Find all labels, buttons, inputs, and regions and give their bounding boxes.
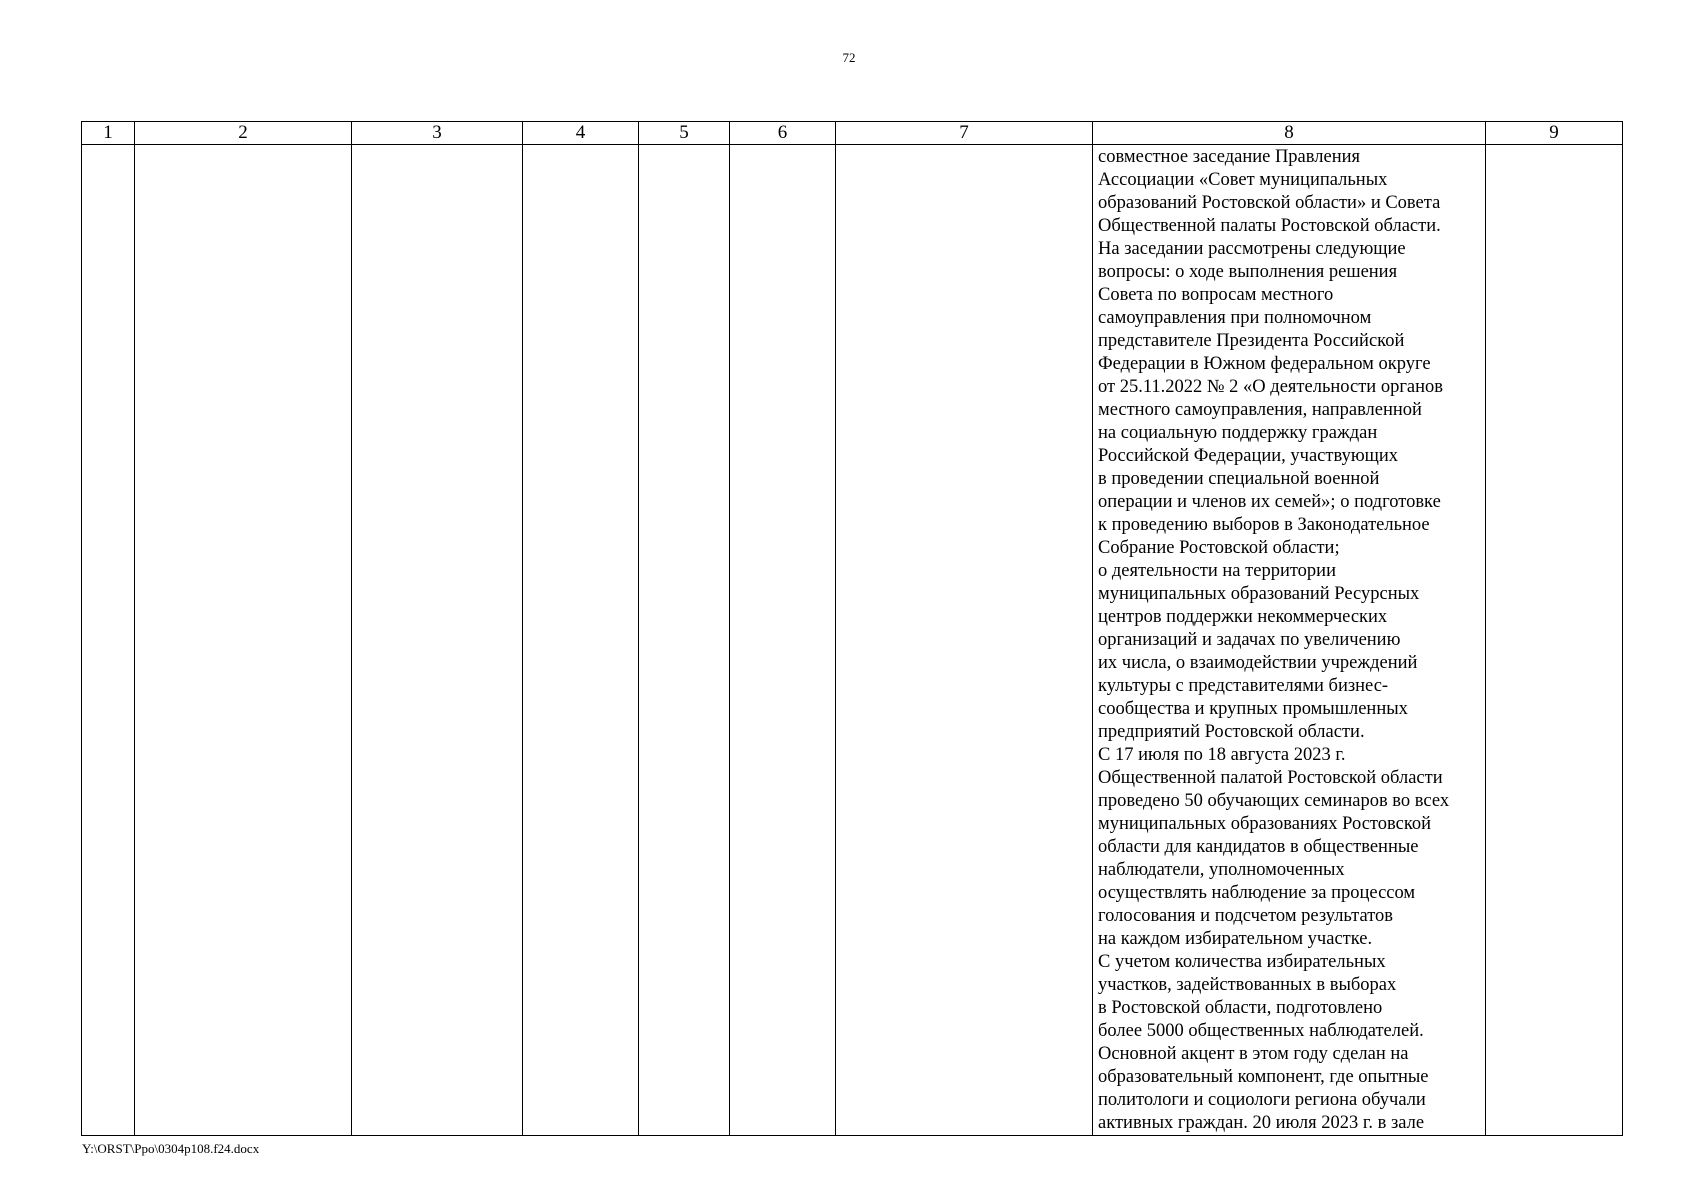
text-line: проведено 50 обучающих семинаров во всех	[1098, 791, 1450, 811]
text-line: самоуправления при полномочном	[1098, 308, 1372, 328]
text-line: образовательный компонент, где опытные	[1098, 1067, 1429, 1087]
cell-col-5	[639, 145, 730, 1136]
text-line: Совета по вопросам местного	[1098, 285, 1334, 305]
text-line: С учетом количества избирательных	[1098, 952, 1386, 972]
column-header-6: 6	[730, 122, 836, 145]
column-header-9: 9	[1486, 122, 1623, 145]
text-line: политологи и социологи региона обучали	[1098, 1090, 1426, 1110]
text-line: Ассоциации «Совет муниципальных	[1098, 170, 1388, 190]
column-header-7: 7	[836, 122, 1093, 145]
cell-col-1	[82, 145, 135, 1136]
cell-col-8	[1093, 145, 1486, 1136]
report-table	[81, 121, 1623, 1136]
text-line: Российской Федерации, участвующих	[1098, 446, 1399, 466]
text-line: о деятельности на территории	[1098, 561, 1336, 581]
column-header-5: 5	[639, 122, 730, 145]
cell-col-7	[836, 145, 1093, 1136]
text-line: Общественной палатой Ростовской области	[1098, 768, 1443, 788]
column-header-4: 4	[523, 122, 639, 145]
text-line: участков, задействованных в выборах	[1098, 975, 1397, 995]
text-line: наблюдатели, уполномоченных	[1098, 860, 1345, 880]
text-line: сообщества и крупных промышленных	[1098, 699, 1408, 719]
text-line: совместное заседание Правления	[1098, 147, 1361, 167]
text-line: в Ростовской области, подготовлено	[1098, 998, 1383, 1018]
text-line: С 17 июля по 18 августа 2023 г.	[1098, 745, 1346, 765]
text-line: муниципальных образований Ресурсных	[1098, 584, 1420, 604]
cell-col-6	[730, 145, 836, 1136]
text-line: Общественной палаты Ростовской области.	[1098, 216, 1441, 236]
text-line: осуществлять наблюдение за процессом	[1098, 883, 1416, 903]
text-line: Собрание Ростовской области;	[1098, 538, 1340, 558]
text-line: организаций и задачах по увеличению	[1098, 630, 1401, 650]
text-line: от 25.11.2022 № 2 «О деятельности органов	[1098, 377, 1444, 397]
text-line: их числа, о взаимодействии учреждений	[1098, 653, 1418, 673]
text-line: области для кандидатов в общественные	[1098, 837, 1419, 857]
text-line: На заседании рассмотрены следующие	[1098, 239, 1406, 259]
text-line: голосования и подсчетом результатов	[1098, 906, 1394, 926]
cell-col-8-text	[1093, 145, 1485, 1135]
text-line: активных граждан. 20 июля 2023 г. в зале	[1098, 1113, 1425, 1133]
text-line: центров поддержки некоммерческих	[1098, 607, 1388, 627]
column-header-2: 2	[135, 122, 352, 145]
cell-col-4	[523, 145, 639, 1136]
text-line: к проведению выборов в Законодательное	[1098, 515, 1430, 535]
text-line: представителе Президента Российской	[1098, 331, 1405, 351]
column-header-8: 8	[1093, 122, 1486, 145]
page-number: 72	[842, 50, 856, 65]
text-line: Федерации в Южном федеральном округе	[1098, 354, 1431, 374]
cell-col-2	[135, 145, 352, 1136]
column-header-1: 1	[82, 122, 135, 145]
text-line: операции и членов их семей»; о подготовке	[1098, 492, 1441, 512]
text-line: предприятий Ростовской области.	[1098, 722, 1365, 742]
cell-col-9	[1486, 145, 1623, 1136]
text-line: на социальную поддержку граждан	[1098, 423, 1378, 443]
text-line: муниципальных образованиях Ростовской	[1098, 814, 1432, 834]
text-line: Основной акцент в этом году сделан на	[1098, 1044, 1409, 1064]
column-header-3: 3	[352, 122, 523, 145]
table-row	[82, 145, 1623, 1136]
text-line: культуры с представителями бизнес-	[1098, 676, 1389, 696]
cell-col-3	[352, 145, 523, 1136]
text-line: в проведении специальной военной	[1098, 469, 1380, 489]
text-line: местного самоуправления, направленной	[1098, 400, 1422, 420]
text-line: более 5000 общественных наблюдателей.	[1098, 1021, 1424, 1041]
column-number-row	[82, 122, 1623, 145]
text-line: вопросы: о ходе выполнения решения	[1098, 262, 1398, 282]
text-line: образований Ростовской области» и Совета	[1098, 193, 1441, 213]
text-line: на каждом избирательном участке.	[1098, 929, 1373, 949]
footer-file-path: Y:\ORST\Ppo\0304p108.f24.docx	[82, 1141, 260, 1156]
